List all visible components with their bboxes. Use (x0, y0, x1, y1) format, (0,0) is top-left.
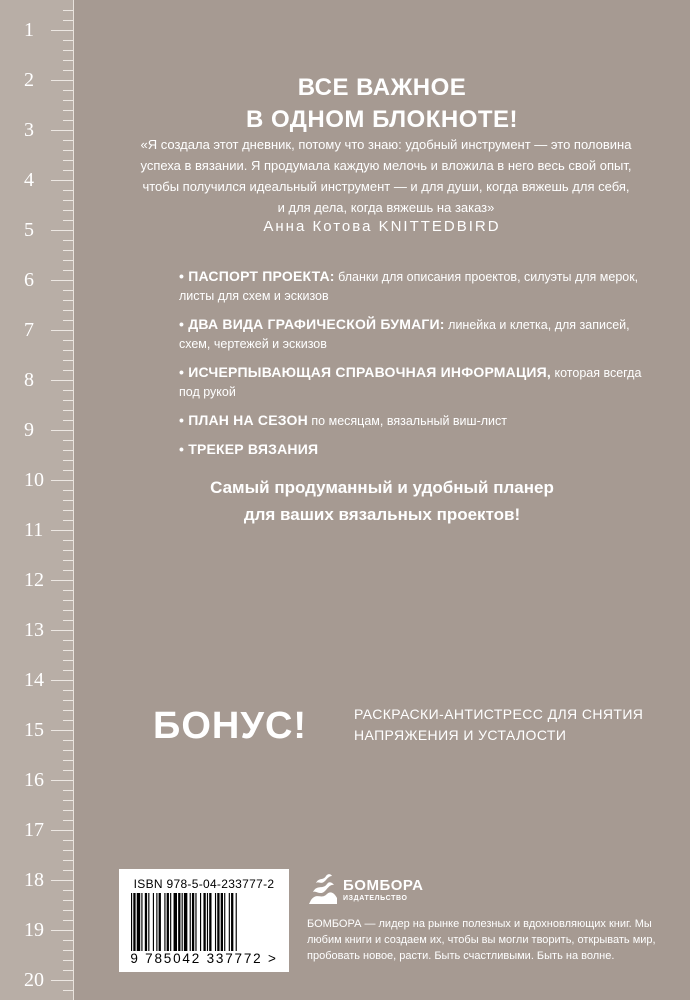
ruler-tick (63, 860, 73, 861)
bonus-title: БОНУС! (153, 705, 308, 747)
ruler-tick (63, 710, 73, 711)
ruler-tick (63, 40, 73, 41)
ruler-tick (63, 960, 73, 961)
ruler-tick (63, 120, 73, 121)
ruler-number: 19 (24, 919, 44, 941)
ruler-strip (0, 0, 74, 1000)
barcode-bar (131, 893, 132, 951)
ruler-tick (63, 70, 73, 71)
ruler-tick (63, 360, 73, 361)
ruler-number: 6 (24, 269, 34, 291)
ruler-number: 16 (24, 769, 44, 791)
tagline-line-1: Самый продуманный и удобный планер (210, 478, 554, 497)
ruler-number: 13 (24, 619, 44, 641)
ruler-tick (63, 450, 73, 451)
ruler-tick (63, 970, 73, 971)
barcode-bar (203, 893, 205, 951)
bombora-wave-icon (307, 870, 339, 906)
bonus-line-1: РАСКРАСКИ-АНТИСТРЕСС ДЛЯ СНЯТИЯ (354, 706, 644, 722)
ruler-tick (63, 700, 73, 701)
ruler-tick (51, 830, 73, 831)
bonus-description (354, 704, 674, 746)
ruler-tick (63, 950, 73, 951)
feature-text: которая всегда под рукой (179, 366, 642, 399)
barcode-bar (133, 893, 135, 951)
ruler-tick (51, 430, 73, 431)
ruler-number: 9 (24, 419, 34, 441)
ruler-tick (63, 870, 73, 871)
ruler-tick (63, 890, 73, 891)
barcode-bar (192, 893, 194, 951)
ruler-tick (63, 400, 73, 401)
ruler-tick (51, 230, 73, 231)
ruler-number: 11 (24, 519, 44, 541)
ruler-tick (63, 470, 73, 471)
ruler-tick (63, 650, 73, 651)
ruler-number: 2 (24, 69, 34, 91)
feature-title: • ПАСПОРТ ПРОЕКТА: (179, 268, 335, 284)
ruler-tick (51, 580, 73, 581)
ruler-tick (63, 770, 73, 771)
ruler-tick (63, 920, 73, 921)
ruler-tick (63, 310, 73, 311)
ruler-tick (63, 660, 73, 661)
ruler-tick (63, 300, 73, 301)
ruler-tick (63, 10, 73, 11)
ruler-tick (63, 410, 73, 411)
barcode-graphic (127, 893, 281, 951)
ruler-tick (63, 220, 73, 221)
ruler-tick (51, 80, 73, 81)
barcode-bar (178, 893, 180, 951)
barcode-bar (141, 893, 142, 951)
barcode-bar (137, 893, 140, 951)
bonus-line-2: НАПРЯЖЕНИЯ И УСТАЛОСТИ (354, 727, 567, 743)
ruler-tick (51, 280, 73, 281)
barcode-box (119, 869, 289, 972)
ruler-tick (63, 350, 73, 351)
barcode-bar (224, 893, 225, 951)
ruler-tick (63, 50, 73, 51)
ruler-number: 5 (24, 219, 34, 241)
ruler-tick (63, 550, 73, 551)
feature-item (179, 440, 649, 460)
feature-item (179, 315, 649, 354)
feature-text: линейка и клетка, для записей, схем, чертежей и эскизов (179, 318, 630, 351)
barcode-bar (236, 893, 237, 951)
publisher-logo (307, 870, 427, 910)
ruler-tick (63, 290, 73, 291)
barcode-bar (153, 893, 154, 951)
ruler-tick (63, 200, 73, 201)
ruler-tick (51, 380, 73, 381)
ruler-tick (51, 730, 73, 731)
ruler-tick (63, 110, 73, 111)
ruler-number: 3 (24, 119, 34, 141)
headline-line-2: В ОДНОМ БЛОКНОТЕ! (245, 106, 519, 133)
barcode-bar (229, 893, 230, 951)
publisher-name: БОМБОРА (343, 877, 424, 894)
ruler-tick (63, 390, 73, 391)
ruler-tick (63, 420, 73, 421)
ruler-tick (63, 370, 73, 371)
ruler-number: 4 (24, 169, 34, 191)
publisher-description: БОМБОРА — лидер на рынке полезных и вдохновляющих книг. Мы любим книги и создаем их, чтобы вы могли творить, открывать мир, пробовать новое, расти. Быть счастливыми. Быть на волне. (307, 918, 656, 962)
ruler-tick (63, 510, 73, 511)
ruler-tick (63, 900, 73, 901)
ruler-tick (63, 160, 73, 161)
ruler-tick (63, 170, 73, 171)
barcode-digits: 9 785042 337772 > (130, 951, 278, 966)
ruler-tick (51, 130, 73, 131)
ruler-number: 12 (24, 569, 44, 591)
barcode-bar (145, 893, 147, 951)
ruler-number: 14 (24, 669, 44, 691)
ruler-tick (63, 740, 73, 741)
ruler-tick (63, 500, 73, 501)
ruler-tick (63, 520, 73, 521)
barcode-bar (164, 893, 165, 951)
ruler-tick (63, 270, 73, 271)
ruler-tick (63, 540, 73, 541)
ruler-number: 18 (24, 869, 44, 891)
ruler-tick (51, 630, 73, 631)
ruler-number: 15 (24, 719, 44, 741)
feature-item (179, 411, 649, 431)
ruler-tick (51, 530, 73, 531)
barcode-bar (221, 893, 223, 951)
ruler-number: 20 (24, 969, 44, 991)
ruler-tick (63, 490, 73, 491)
feature-text: бланки для описания проектов, силуэты для мерок, листы для схем и эскизов (179, 270, 639, 303)
ruler-tick (63, 750, 73, 751)
ruler-tick (51, 480, 73, 481)
ruler-tick (51, 930, 73, 931)
ruler-number: 1 (24, 19, 34, 41)
ruler-tick (63, 440, 73, 441)
ruler-tick (63, 690, 73, 691)
ruler-tick (63, 610, 73, 611)
tagline-line-2: для ваших вязальных проектов! (243, 505, 521, 524)
ruler-tick (63, 560, 73, 561)
feature-item (179, 363, 649, 402)
ruler-tick (51, 180, 73, 181)
ruler-tick (63, 810, 73, 811)
back-cover-content (74, 0, 690, 1000)
ruler-tick (63, 210, 73, 211)
author-quote: «Я создала этот дневник, потому что знаю: удобный инструмент — это половина успеха в вязании. Я продумала каждую мелочь и вложила в него весь свой опыт, чтобы получился идеальный инструмент — и для души, когда вяжешь для себя, и для дела, когда вяжешь на заказ» (140, 137, 632, 215)
ruler-tick (63, 90, 73, 91)
ruler-tick (63, 20, 73, 21)
ruler-tick (63, 100, 73, 101)
ruler-tick (63, 340, 73, 341)
ruler-tick (63, 600, 73, 601)
isbn-label: ISBN 978-5-04-233777-2 (133, 877, 275, 891)
ruler-number: 7 (24, 319, 34, 341)
ruler-tick (63, 640, 73, 641)
ruler-tick (63, 670, 73, 671)
feature-title: • ПЛАН НА СЕЗОН (179, 412, 308, 428)
ruler-tick (51, 880, 73, 881)
feature-title: • ИСЧЕРПЫВАЮЩАЯ СПРАВОЧНАЯ ИНФОРМАЦИЯ, (179, 364, 552, 380)
ruler-tick (63, 240, 73, 241)
publisher-subtitle: ИЗДАТЕЛЬСТВО (343, 895, 408, 902)
barcode-bar (190, 893, 191, 951)
barcode-bar (209, 893, 211, 951)
feature-item (179, 267, 649, 306)
tagline (74, 474, 690, 528)
feature-title: • ТРЕКЕР ВЯЗАНИЯ (179, 441, 319, 457)
barcode-bar (195, 893, 196, 951)
ruler-tick (63, 850, 73, 851)
ruler-tick (63, 150, 73, 151)
ruler-tick (63, 250, 73, 251)
ruler-tick (51, 780, 73, 781)
ruler-number: 17 (24, 819, 44, 841)
ruler-tick (51, 330, 73, 331)
ruler-tick (63, 790, 73, 791)
barcode-bar (182, 893, 183, 951)
ruler-tick (51, 980, 73, 981)
headline-line-1: ВСЕ ВАЖНОЕ (297, 74, 467, 101)
ruler-tick (63, 570, 73, 571)
barcode-bar (184, 893, 187, 951)
ruler-tick (63, 990, 73, 991)
barcode-bar (231, 893, 233, 951)
barcode-bar (207, 893, 208, 951)
ruler-tick (63, 840, 73, 841)
barcode-bar (167, 893, 169, 951)
barcode-bar (200, 893, 201, 951)
feature-list (179, 267, 649, 469)
ruler-tick (63, 940, 73, 941)
ruler-tick (63, 60, 73, 61)
barcode-bar (170, 893, 171, 951)
barcode-bar (174, 893, 177, 951)
ruler-number: 8 (24, 369, 34, 391)
ruler-tick (63, 260, 73, 261)
ruler-tick (63, 190, 73, 191)
ruler-tick (63, 140, 73, 141)
ruler-tick (51, 30, 73, 31)
ruler-tick (63, 320, 73, 321)
barcode-bar (156, 893, 157, 951)
barcode-bar (159, 893, 161, 951)
barcode-bar (215, 893, 216, 951)
feature-title: • ДВА ВИДА ГРАФИЧЕСКОЙ БУМАГИ: (179, 316, 445, 332)
ruler-tick (63, 620, 73, 621)
ruler-tick (63, 460, 73, 461)
ruler-tick (51, 680, 73, 681)
barcode-bar (217, 893, 219, 951)
headline (74, 72, 690, 136)
ruler-tick (63, 800, 73, 801)
feature-text: по месяцам, вязальный виш-лист (307, 414, 507, 428)
ruler-tick (63, 910, 73, 911)
ruler-tick (63, 590, 73, 591)
ruler-tick (63, 820, 73, 821)
ruler-tick (63, 720, 73, 721)
barcode-bar (148, 893, 149, 951)
ruler-tick (63, 760, 73, 761)
ruler-number: 10 (24, 469, 44, 491)
author-name: Анна Котова KNITTEDBIRD (263, 218, 501, 235)
